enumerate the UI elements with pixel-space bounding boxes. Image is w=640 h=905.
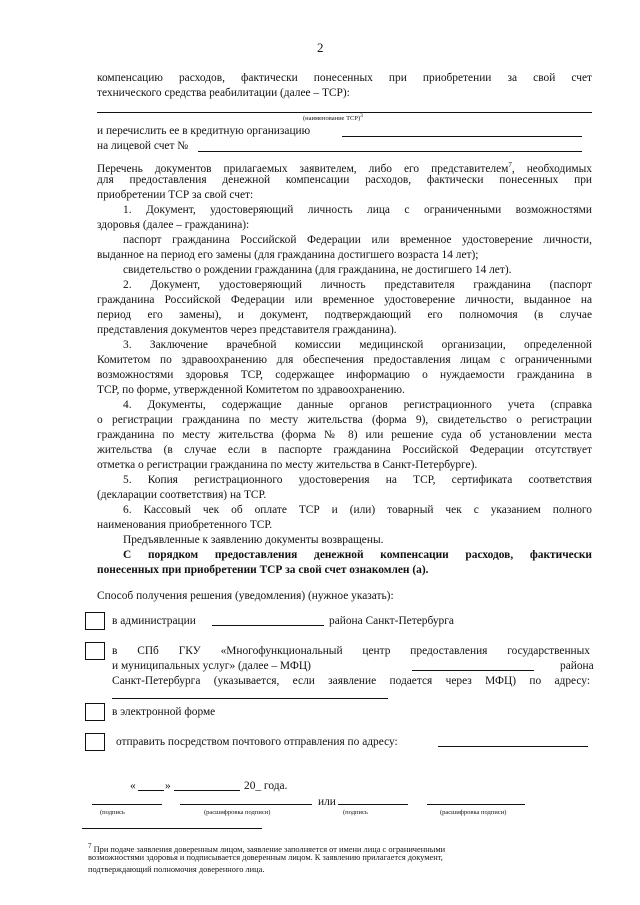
option-mfc-line-2b: района (560, 660, 594, 672)
caption-decode-1: (расшифровка подписи) (204, 809, 271, 816)
item-1-line-2: здоровья (далее – гражданина): (97, 219, 250, 231)
item-4-line-1: 4. Документы, содержащие данные органов регистрационного учета (справка (123, 399, 592, 411)
option-mfc-line-2a: и муниципальных услуг» (далее – МФЦ) (112, 660, 311, 672)
item-4-line-5: отметка о регистрации гражданина по месту жительства в Санкт-Петербурге). (97, 459, 478, 471)
returned-note: Предъявленные к заявлению документы возвращены. (123, 534, 384, 546)
acknowledge-line-2: понесенных при приобретении ТСР за свой счет ознакомлен (а). (97, 564, 429, 576)
footnote-line-1: $^7$ При подаче заявления доверенным лицом, заявление заполняется от имени лица с ограниченными (88, 842, 446, 854)
item-6-line-2: наименования приобретенного ТСР. (97, 519, 273, 531)
item-5-line-1: 5. Копия регистрационного удостоверения на ТСР, сертификата соответствия (123, 474, 592, 486)
option-post-checkbox[interactable] (85, 733, 105, 751)
footnote-line-3: подтверждающий полномочия доверенного лица. (88, 865, 265, 874)
district-field[interactable] (212, 625, 324, 626)
signature-field-2[interactable] (338, 804, 408, 805)
date-month-field[interactable] (174, 790, 240, 791)
option-administration-label-b: района Санкт-Петербурга (329, 615, 454, 627)
item-4-line-3: гражданина по месту жительства (форма № 8) или решение суда об установлении места (97, 429, 592, 441)
or-label: или (318, 796, 336, 808)
item-2-line-3: период его замены), и документ, подтверждающий его полномочия (в случае (97, 309, 592, 321)
item-3-line-2: Комитетом по здравоохранению для обеспечения предоставления лицам с ограниченными (97, 354, 592, 366)
docs-intro-line-2: для предоставления денежной компенсации расходов, фактически понесенных при (97, 174, 592, 186)
item-4-line-2: о регистрации гражданина по месту жительства (форма 9), свидетельство о регистрации (97, 414, 592, 426)
item-6-line-1: 6. Кассовый чек об оплате ТСР и (или) товарный чек с указанием полного (123, 504, 592, 516)
footnote-line-2: возможностями здоровья и подписывается доверенным лицом. К заявлению прилагается документ, (88, 853, 443, 862)
date-day-field[interactable] (138, 790, 164, 791)
post-address-field[interactable] (438, 746, 588, 747)
item-3-line-4: ТСР, по форме, утвержденной Комитетом по здравоохранению. (97, 384, 405, 396)
item-2-line-2: гражданина Российской Федерации или временное удостоверение личности, выданное на (97, 294, 592, 306)
signature-decode-field-1[interactable] (180, 804, 312, 805)
item-4-line-4: жительства (в случае если в паспорте гражданина Российской Федерации отсутствует (97, 444, 592, 456)
mfc-address-field[interactable] (112, 698, 388, 699)
option-administration-checkbox[interactable] (85, 612, 105, 630)
item-2-line-1: 2. Документ, удостоверяющий личность представителя гражданина (паспорт (123, 279, 592, 291)
option-electronic-label: в электронной форме (112, 706, 216, 718)
intro-line-2: технического средства реабилитации (далее – ТСР): (97, 87, 350, 99)
item-1-line-1: 1. Документ, удостоверяющий личность лица с ограниченными возможностями (123, 204, 592, 216)
item-3-line-3: возможностями здоровья ТСР, содержащее информацию о нуждаемости гражданина в (97, 369, 592, 381)
item-1-birth-cert: свидетельство о рождении гражданина (для гражданина, не достигшего 14 лет). (123, 264, 512, 276)
caption-sign-2: (подпись (343, 809, 368, 816)
page-number: 2 (317, 40, 324, 55)
account-label: на лицевой счет № (97, 140, 189, 152)
option-mfc-line-1: в СПб ГКУ «Многофункциональный центр предоставления государственных (112, 645, 590, 657)
bank-field[interactable] (342, 136, 582, 137)
option-electronic-checkbox[interactable] (85, 703, 105, 721)
tsr-caption: (наименование ТСР)$^3$ (303, 113, 363, 123)
option-post-label: отправить посредством почтового отправления по адресу: (116, 736, 398, 748)
docs-intro-line-1: Перечень документов прилагаемых заявителем, либо его представителем$^7$, необходимых (97, 161, 592, 175)
caption-decode-2: (расшифровка подписи) (440, 809, 507, 816)
date-year: 20_ года. (244, 780, 288, 792)
date-quote-open: « (130, 780, 136, 792)
mfc-district-field[interactable] (412, 670, 534, 671)
option-mfc-checkbox[interactable] (85, 642, 105, 660)
method-label: Способ получения решения (уведомления) (нужное указать): (97, 590, 394, 602)
docs-intro-line-3: приобретении ТСР за свой счет: (97, 189, 254, 201)
item-2-line-4: представления документов через представителя гражданина). (97, 324, 397, 336)
item-3-line-1: 3. Заключение врачебной комиссии медицинской организации, определенной (123, 339, 592, 351)
date-quote-close: » (165, 780, 171, 792)
item-5-line-2: (декларации соответствия) на ТСР. (97, 489, 267, 501)
item-1-passport-1: паспорт гражданина Российской Федерации или временное удостоверение личности, (123, 234, 592, 246)
caption-sign-1: (подпись (100, 809, 125, 816)
option-mfc-line-3: Санкт-Петербурга (указывается, если заявление подается через МФЦ) по адресу: (112, 675, 590, 687)
item-1-passport-2: выданное на период его замены (для гражданина достигшего возраста 14 лет); (97, 249, 479, 261)
signature-decode-field-2[interactable] (427, 804, 525, 805)
footnote-separator (82, 828, 262, 829)
account-number-field[interactable] (198, 151, 582, 152)
option-administration-label-a: в администрации (112, 615, 196, 627)
intro-line-1: компенсацию расходов, фактически понесенных при приобретении за свой счет (97, 72, 592, 84)
signature-field-1[interactable] (92, 804, 162, 805)
acknowledge-line-1: С порядком предоставления денежной компенсации расходов, фактически (123, 549, 592, 561)
transfer-label: и перечислить ее в кредитную организацию (97, 125, 311, 137)
